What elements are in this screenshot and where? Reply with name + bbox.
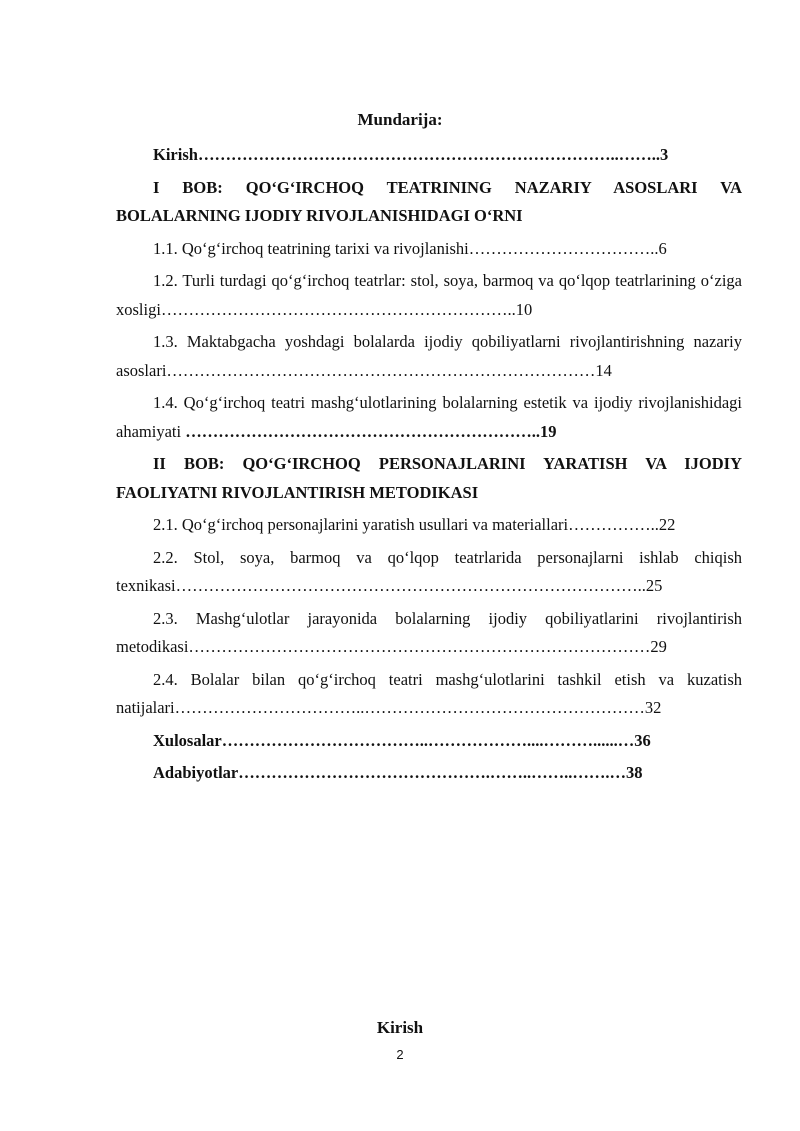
toc-entry-2-3[interactable] [116,605,742,662]
toc-leader-dots: …………….. [568,515,659,534]
toc-page-number: 36 [634,730,651,750]
toc-entry-2-1[interactable] [116,511,742,540]
section-heading-kirish: Kirish [376,1018,424,1037]
table-of-contents [116,141,742,792]
toc-entry-2-2[interactable] [116,544,742,601]
toc-page-number: 6 [658,238,667,258]
toc-entry-2-4[interactable] [116,666,742,723]
toc-leader-dots: …………………………….. [468,238,659,258]
toc-page-number: 38 [626,763,643,782]
toc-leader-dots: ……………………………………………………….. [160,299,516,319]
toc-entry-1-3[interactable] [116,328,742,385]
toc-chapter-title: II BOB: QO‘G‘IRCHOQ PERSONAJLARINI YARATISH VA IJODIY FAOLIYATNI RIVOJLANTIRISH METODIKASI [116,454,742,502]
toc-entry-adabiyotlar[interactable] [116,759,742,788]
page-number: 2 [396,1047,404,1062]
toc-title: Mundarija: [357,110,443,129]
toc-leader-dots: ………………………………..………………....………......… [221,730,635,750]
toc-chapter-1[interactable] [116,174,742,231]
toc-leader-dots: ……………………………………….……..……..…….… [238,763,627,782]
toc-entry-text: 1.2. Turli turdagi qo‘g‘irchoq teatrlar: stol, soya, barmoq va qo‘lqop teatrlarining o‘ziga xosligi [116,271,742,319]
toc-page-number: 19 [539,421,557,441]
toc-entry-kirish[interactable] [116,141,742,170]
toc-chapter-2[interactable] [116,450,742,507]
toc-entry-text: 1.3. Maktabgacha yoshdagi bolalarda ijodiy qobiliyatlarni rivojlantirishning nazariy asoslari [116,332,742,380]
toc-leader-dots: ……………………………..…………………………………………… [174,698,645,717]
toc-leader-dots: …………………………………………………………………… [166,360,596,380]
toc-entry-text: Kirish [153,145,198,164]
toc-entry-1-4[interactable] [116,389,742,446]
toc-entry-text: 2.1. Qo‘g‘irchoq personajlarini yaratish usullari va materiallari [153,515,569,534]
toc-page-number: 32 [644,698,662,717]
toc-entry-1-1[interactable] [116,235,742,264]
toc-page-number: 25 [645,576,663,595]
toc-entry-text: 2.2. Stol, soya, barmoq va qo‘lqop teatrlarida personajlarni ishlab chiqish texnikasi [116,547,742,595]
toc-page-number: 14 [595,360,612,380]
toc-page-number: 3 [659,145,669,164]
toc-page-number: 22 [658,515,676,534]
toc-page-number: 10 [515,299,533,319]
toc-entry-text: Adabiyotlar [153,763,239,782]
toc-entry-text: 1.4. Qo‘g‘irchoq teatri mashg‘ulotlarining bolalarning estetik va ijodiy rivojlanishidagi ahamiyati [116,393,742,441]
toc-entry-text: 2.3. Mashg‘ulotlar jarayonida bolalarning ijodiy qobiliyatlarini rivojlantirish metodikasi [116,608,742,656]
toc-entry-1-2[interactable] [116,267,742,324]
toc-leader-dots: ……………………………………………………….. [181,421,540,441]
toc-leader-dots: ………………………………………………………………………….. [175,576,646,595]
toc-entry-xulosalar[interactable] [116,727,742,756]
toc-page-number: 29 [650,637,667,656]
toc-entry-text: 1.1. Qo‘g‘irchoq teatrining tarixi va rivojlanishi [153,238,469,258]
toc-entry-text: Xulosalar [153,730,222,750]
toc-leader-dots: …………………………………………………………………..…….. [197,145,660,164]
toc-chapter-title: I BOB: QO‘G‘IRCHOQ TEATRINING NAZARIY ASOSLARI VA BOLALARNING IJODIY RIVOJLANISHIDAGI O‘RNI [116,177,742,225]
toc-entry-text: 2.4. Bolalar bilan qo‘g‘irchoq teatri mashg‘ulotlarini tashkil etish va kuzatish natijalari [116,669,742,717]
toc-leader-dots: ………………………………………………………………………… [188,637,651,656]
